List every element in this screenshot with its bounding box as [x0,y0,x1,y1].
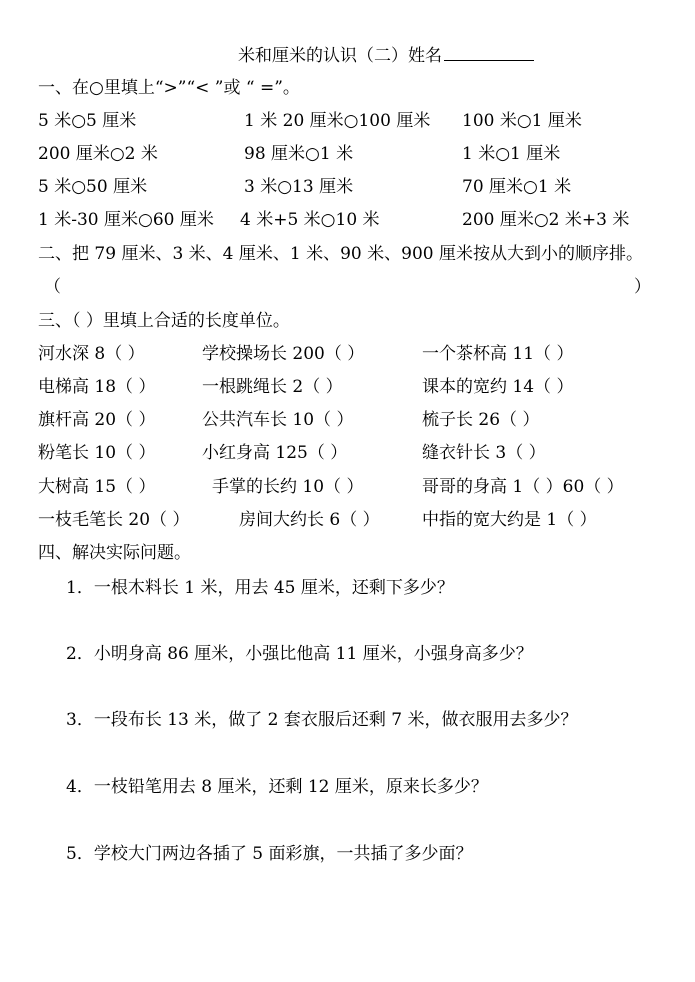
compare-item[interactable]: 1 米 20 厘米○100 厘米 [244,111,431,131]
unit-row [0,343,695,365]
word-problem: 4．一枝铅笔用去 8 厘米，还剩 12 厘米，原来长多少？ [66,777,488,797]
unit-item[interactable]: 公共汽车长 10（ ） [202,410,354,430]
unit-item[interactable]: 小红身高 125（ ） [202,443,348,463]
page-title [238,44,534,67]
unit-item[interactable]: 房间大约长 6（ ） [239,510,380,530]
compare-item[interactable]: 4 米+5 米○10 米 [240,210,380,230]
unit-item[interactable]: 课本的宽约 14（ ） [422,377,574,397]
compare-item[interactable]: 70 厘米○1 米 [462,177,572,197]
compare-item[interactable]: 3 米○13 厘米 [244,177,354,197]
answer-close-paren[interactable]: ） [634,277,651,297]
answer-open-paren[interactable]: （ [44,277,61,297]
section1-heading: 一、在○里填上“>”“< ”或 “ =”。 [38,78,300,98]
unit-row [0,442,695,464]
unit-row [0,476,695,498]
section3-heading: 三、（ ）里填上合适的长度单位。 [38,311,290,331]
compare-row [0,209,695,231]
compare-item[interactable]: 5 米○5 厘米 [38,111,137,131]
unit-item[interactable]: 粉笔长 10（ ） [38,443,156,463]
unit-item[interactable]: 学校操场长 200（ ） [202,344,365,364]
unit-item[interactable]: 缝衣针长 3（ ） [422,443,546,463]
unit-item[interactable]: 一枝毛笔长 20（ ） [38,510,190,530]
unit-item[interactable]: 一根跳绳长 2（ ） [202,377,343,397]
compare-row [0,176,695,198]
section4-heading: 四、解决实际问题。 [38,543,191,563]
name-blank[interactable] [444,44,534,61]
unit-item[interactable]: 哥哥的身高 1（ ）60（ ） [422,477,624,497]
compare-item[interactable]: 200 厘米○2 米+3 米 [462,210,630,230]
compare-row [0,110,695,132]
unit-item[interactable]: 梳子长 26（ ） [422,410,540,430]
unit-row [0,409,695,431]
compare-item[interactable]: 1 米-30 厘米○60 厘米 [38,210,214,230]
unit-item[interactable]: 大树高 15（ ） [38,477,156,497]
unit-item[interactable]: 一个茶杯高 11（ ） [422,344,574,364]
compare-item[interactable]: 1 米○1 厘米 [462,144,561,164]
unit-item[interactable]: 手掌的长约 10（ ） [212,477,364,497]
word-problem: 1．一根木料长 1 米，用去 45 厘米，还剩下多少？ [66,578,454,598]
word-problem: 5．学校大门两边各插了 5 面彩旗，一共插了多少面？ [66,844,473,864]
compare-row [0,143,695,165]
section2-heading: 二、把 79 厘米、3 米、4 厘米、1 米、90 米、900 厘米按从大到小的顺序排。 [38,244,643,264]
unit-item[interactable]: 河水深 8（ ） [38,344,145,364]
unit-item[interactable]: 中指的宽大约是 1（ ） [422,510,597,530]
word-problem: 3．一段布长 13 米，做了 2 套衣服后还剩 7 米，做衣服用去多少？ [66,710,578,730]
compare-item[interactable]: 5 米○50 厘米 [38,177,148,197]
unit-item[interactable]: 旗杆高 20（ ） [38,410,156,430]
compare-item[interactable]: 98 厘米○1 米 [244,144,354,164]
title-text: 米和厘米的认识（二）姓名 [238,46,442,66]
unit-row [0,509,695,531]
unit-item[interactable]: 电梯高 18（ ） [38,377,156,397]
compare-item[interactable]: 100 米○1 厘米 [462,111,582,131]
word-problem: 2．小明身高 86 厘米，小强比他高 11 厘米，小强身高多少？ [66,644,533,664]
unit-row [0,376,695,398]
compare-item[interactable]: 200 厘米○2 米 [38,144,158,164]
